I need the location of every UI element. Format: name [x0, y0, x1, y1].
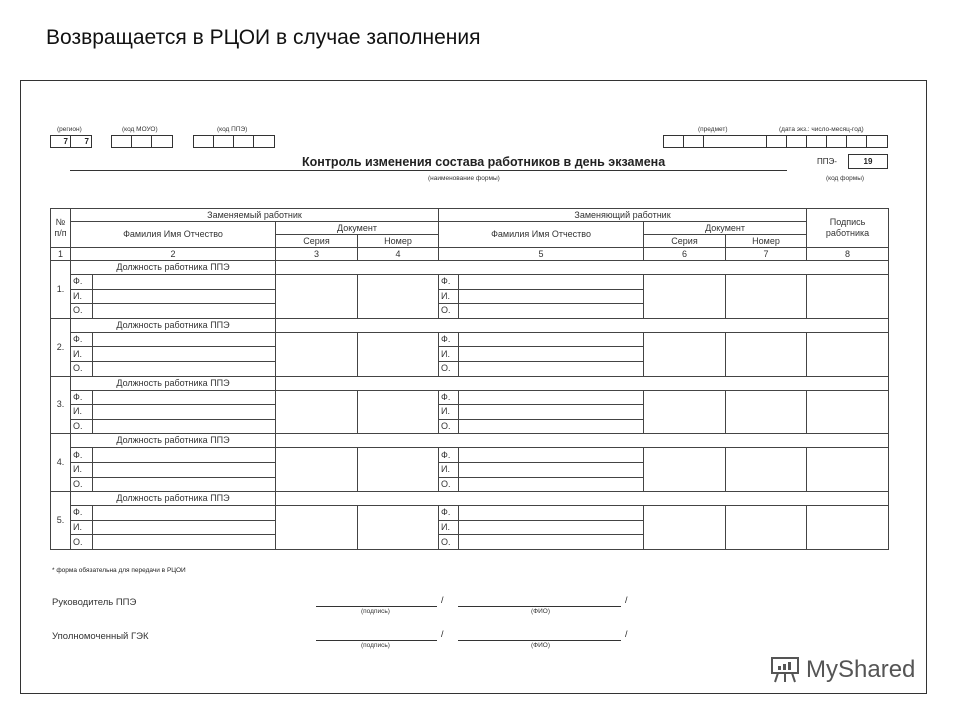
fio-row — [51, 448, 889, 463]
signature-caption: (подпись) — [361, 642, 390, 649]
fio-letter: И. — [439, 347, 459, 362]
replacing-series-field[interactable] — [644, 448, 726, 492]
signature-field[interactable] — [807, 390, 889, 434]
col-number: 5 — [439, 248, 644, 261]
header-num: № п/п — [51, 209, 71, 248]
replacing-series-field[interactable] — [644, 332, 726, 376]
fio-letter: О. — [439, 535, 459, 550]
fio-letter: И. — [71, 462, 93, 477]
fio-letter: О. — [71, 477, 93, 492]
replacing-series-field[interactable] — [644, 506, 726, 550]
header-document-replacing: Документ — [644, 222, 807, 235]
ppe-boxes — [193, 135, 275, 148]
replaced-series-field[interactable] — [276, 448, 358, 492]
replaced-fio-field[interactable] — [93, 347, 276, 362]
replacing-fio-field[interactable] — [459, 520, 644, 535]
mouo-boxes — [111, 135, 173, 148]
position-row — [51, 492, 889, 506]
replacing-fio-field[interactable] — [459, 462, 644, 477]
replacing-fio-field[interactable] — [459, 477, 644, 492]
replaced-number-field[interactable] — [358, 390, 439, 434]
slash: / — [441, 595, 444, 605]
slash: / — [625, 595, 628, 605]
fio-letter: Ф. — [71, 275, 93, 290]
replaced-fio-field[interactable] — [93, 419, 276, 434]
fio-letter: И. — [71, 405, 93, 420]
replaced-fio-field[interactable] — [93, 520, 276, 535]
replacing-fio-field[interactable] — [459, 289, 644, 304]
signature-line[interactable] — [316, 606, 437, 607]
replacing-number-field[interactable] — [726, 506, 807, 550]
replaced-fio-field[interactable] — [93, 535, 276, 550]
fio-row — [51, 275, 889, 290]
position-label: Должность работника ППЭ — [116, 493, 230, 504]
fio-letter: О. — [439, 477, 459, 492]
col-number: 7 — [726, 248, 807, 261]
signature-field[interactable] — [807, 506, 889, 550]
fio-letter: Ф. — [439, 506, 459, 521]
position-row — [51, 376, 889, 390]
fio-letter: О. — [71, 304, 93, 319]
signature-field[interactable] — [807, 448, 889, 492]
replacing-fio-field[interactable] — [459, 332, 644, 347]
region-caption: (регион) — [57, 126, 82, 133]
fio-letter: И. — [439, 289, 459, 304]
replaced-fio-field[interactable] — [93, 304, 276, 319]
fio-letter: Ф. — [71, 448, 93, 463]
fio-letter: О. — [71, 361, 93, 376]
position-row — [51, 318, 889, 332]
fio-letter: О. — [439, 419, 459, 434]
replaced-fio-field[interactable] — [93, 390, 276, 405]
fio-letter: И. — [71, 289, 93, 304]
form-title-underline — [70, 170, 787, 171]
position-blank[interactable] — [276, 434, 889, 448]
position-label: Должность работника ППЭ — [116, 435, 230, 446]
col-number: 2 — [71, 248, 276, 261]
name-caption: (ФИО) — [531, 608, 550, 615]
replacing-number-field[interactable] — [726, 332, 807, 376]
fio-letter: О. — [71, 419, 93, 434]
replacing-series-field[interactable] — [644, 390, 726, 434]
header-signature: Подпись работника — [807, 209, 889, 248]
fio-letter: Ф. — [439, 275, 459, 290]
ppe-caption: (код ППЭ) — [217, 126, 248, 133]
col-number: 6 — [644, 248, 726, 261]
header-number: Номер — [726, 235, 807, 248]
date-boxes — [766, 135, 888, 148]
replaced-series-field[interactable] — [276, 506, 358, 550]
position-row — [51, 434, 889, 448]
replaced-fio-field[interactable] — [93, 361, 276, 376]
watermark-logo — [768, 655, 915, 685]
fio-letter: И. — [439, 462, 459, 477]
replacement-table — [50, 208, 889, 550]
mouo-caption: (код МОУО) — [122, 126, 158, 133]
replaced-fio-field[interactable] — [93, 275, 276, 290]
position-cell[interactable] — [71, 434, 276, 448]
signer-label: Уполномоченный ГЭК — [52, 631, 149, 642]
replacing-number-field[interactable] — [726, 275, 807, 319]
col-number: 4 — [358, 248, 439, 261]
fio-letter: И. — [439, 520, 459, 535]
replacing-series-field[interactable] — [644, 275, 726, 319]
replaced-number-field[interactable] — [358, 275, 439, 319]
region-digit: 7 — [84, 137, 89, 146]
form-name-caption: (наименование формы) — [428, 175, 500, 182]
position-row — [51, 261, 889, 275]
col-number: 3 — [276, 248, 358, 261]
position-label: Должность работника ППЭ — [116, 319, 230, 330]
fio-letter: Ф. — [439, 332, 459, 347]
replacing-number-field[interactable] — [726, 390, 807, 434]
replaced-fio-field[interactable] — [93, 506, 276, 521]
date-caption: (дата экз.: число-месяц-год) — [779, 126, 864, 133]
watermark-text: MyShared — [806, 656, 916, 683]
header-replacing: Заменяющий работник — [439, 209, 807, 222]
row-number: 3. — [51, 376, 71, 434]
fio-row — [51, 506, 889, 521]
header-series: Серия — [276, 235, 358, 248]
subject-caption: (предмет) — [698, 126, 728, 133]
signature-line[interactable] — [316, 640, 437, 641]
replaced-number-field[interactable] — [358, 448, 439, 492]
replacing-fio-field[interactable] — [459, 405, 644, 420]
col-number: 1 — [51, 248, 71, 261]
signature-field[interactable] — [807, 332, 889, 376]
position-label: Должность работника ППЭ — [116, 377, 230, 388]
replaced-number-field[interactable] — [358, 332, 439, 376]
slash: / — [625, 629, 628, 639]
presentation-board-icon — [768, 655, 802, 685]
replaced-series-field[interactable] — [276, 390, 358, 434]
footer-note: * форма обязательна для передачи в РЦОИ — [52, 567, 186, 574]
replacing-fio-field[interactable] — [459, 275, 644, 290]
replacing-number-field[interactable] — [726, 448, 807, 492]
position-cell[interactable] — [71, 318, 276, 332]
subject-boxes — [663, 135, 767, 148]
position-cell[interactable] — [71, 261, 276, 275]
header-number: Номер — [358, 235, 439, 248]
fio-letter: О. — [71, 535, 93, 550]
header-series: Серия — [644, 235, 726, 248]
form-title: Контроль изменения состава работников в день экзамена — [302, 155, 666, 169]
slash: / — [441, 629, 444, 639]
name-caption: (ФИО) — [531, 642, 550, 649]
col-number: 8 — [807, 248, 889, 261]
replacing-fio-field[interactable] — [459, 535, 644, 550]
fio-row — [51, 390, 889, 405]
region-boxes — [50, 135, 92, 148]
replacing-fio-field[interactable] — [459, 506, 644, 521]
replaced-series-field[interactable] — [276, 275, 358, 319]
row-number: 1. — [51, 261, 71, 319]
fio-letter: И. — [71, 520, 93, 535]
fio-letter: Ф. — [71, 332, 93, 347]
replacing-fio-field[interactable] — [459, 347, 644, 362]
replaced-fio-field[interactable] — [93, 462, 276, 477]
row-number: 4. — [51, 434, 71, 492]
replaced-series-field[interactable] — [276, 332, 358, 376]
region-digit: 7 — [51, 136, 71, 147]
fio-letter: И. — [439, 405, 459, 420]
replacing-fio-field[interactable] — [459, 304, 644, 319]
position-label: Должность работника ППЭ — [116, 262, 230, 272]
fio-letter: О. — [439, 304, 459, 319]
fio-row — [51, 332, 889, 347]
replacing-fio-field[interactable] — [459, 419, 644, 434]
signer-label: Руководитель ППЭ — [52, 597, 137, 608]
replacing-fio-field[interactable] — [459, 448, 644, 463]
position-blank[interactable] — [276, 376, 889, 390]
replaced-fio-field[interactable] — [93, 405, 276, 420]
signature-caption: (подпись) — [361, 608, 390, 615]
position-blank[interactable] — [276, 318, 889, 332]
replaced-fio-field[interactable] — [93, 289, 276, 304]
name-line[interactable] — [458, 606, 621, 607]
form-code-prefix: ППЭ- — [817, 157, 837, 166]
header-document-replaced: Документ — [276, 222, 439, 235]
fio-letter: И. — [71, 347, 93, 362]
fio-letter: О. — [439, 361, 459, 376]
replaced-fio-field[interactable] — [93, 332, 276, 347]
position-blank[interactable] — [276, 261, 889, 275]
replaced-fio-field[interactable] — [93, 448, 276, 463]
signature-field[interactable] — [807, 275, 889, 319]
position-blank[interactable] — [276, 492, 889, 506]
replaced-number-field[interactable] — [358, 506, 439, 550]
position-cell[interactable] — [71, 492, 276, 506]
fio-letter: Ф. — [71, 506, 93, 521]
replaced-fio-field[interactable] — [93, 477, 276, 492]
slide-title: Возвращается в РЦОИ в случае заполнения — [46, 26, 481, 49]
fio-letter: Ф. — [439, 448, 459, 463]
replacing-fio-field[interactable] — [459, 390, 644, 405]
row-number: 2. — [51, 318, 71, 376]
replacing-fio-field[interactable] — [459, 361, 644, 376]
row-number: 5. — [51, 492, 71, 550]
fio-letter: Ф. — [71, 390, 93, 405]
name-line[interactable] — [458, 640, 621, 641]
fio-letter: Ф. — [439, 390, 459, 405]
header-fio-replaced: Фамилия Имя Отчество — [71, 222, 276, 248]
header-replaced: Заменяемый работник — [71, 209, 439, 222]
form-code-caption: (код формы) — [826, 175, 865, 182]
header-fio-replacing: Фамилия Имя Отчество — [439, 222, 644, 248]
form-code: 19 — [848, 154, 888, 169]
position-cell[interactable] — [71, 376, 276, 390]
